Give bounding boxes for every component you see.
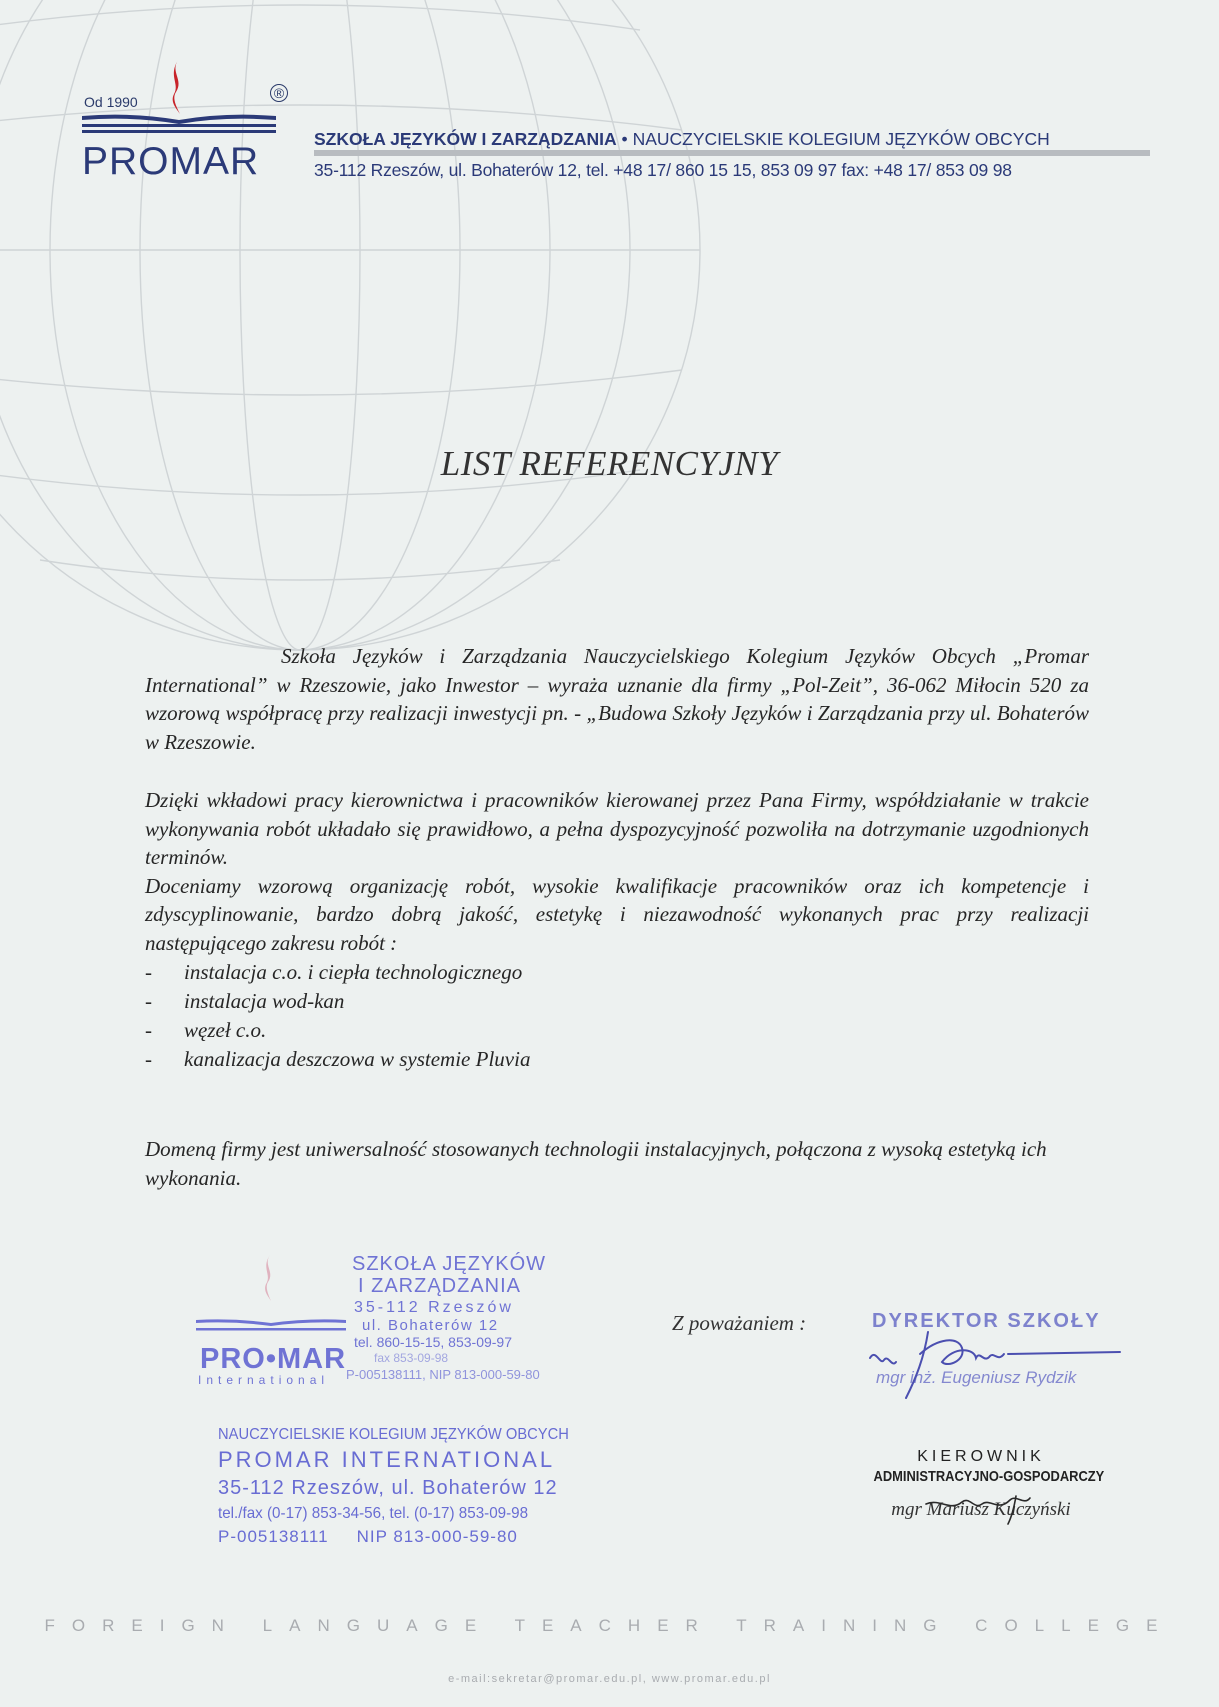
promar-logo bbox=[82, 58, 285, 188]
school-stamp bbox=[196, 1253, 566, 1387]
manager-department: ADMINISTRACYJNO-GOSPODARCZY bbox=[873, 1468, 1105, 1485]
list-item-text: instalacja c.o. i ciepła technologicznego bbox=[184, 960, 523, 984]
stamp-line: 35-112 Rzeszów, ul. Bohaterów 12 bbox=[218, 1477, 558, 1499]
closing-salutation: Z poważaniem : bbox=[672, 1311, 807, 1335]
stamp-line: tel. 860-15-15, 853-09-97 bbox=[354, 1334, 512, 1350]
list-dash: - bbox=[145, 1018, 152, 1042]
footer-tagline: FOREIGN LANGUAGE TEACHER TRAINING COLLEGE bbox=[44, 1616, 1175, 1635]
director-name: mgr inż. Eugeniusz Rydzik bbox=[876, 1368, 1077, 1387]
footer-contact: e-mail:sekretar@promar.edu.pl, www.promar.edu.pl bbox=[448, 1673, 771, 1685]
paragraph-closing: Domeną firmy jest uniwersalność stosowanych technologii instalacyjnych, połączona z wysoką estetyką ich wykonania. bbox=[145, 1137, 1047, 1190]
paragraph-cooperation bbox=[145, 786, 1089, 958]
header-address: 35-112 Rzeszów, ul. Bohaterów 12, tel. +48 17/ 860 15 15, 853 09 97 fax: +48 17/ 853 09 98 bbox=[314, 160, 1012, 180]
list-dash: - bbox=[145, 960, 152, 984]
manager-title: KIEROWNIK bbox=[917, 1448, 1045, 1465]
stamp-line: ul. Bohaterów 12 bbox=[362, 1317, 499, 1334]
list-dash: - bbox=[145, 1047, 152, 1071]
manager-name: mgr Mariusz Kuczyński bbox=[891, 1499, 1071, 1520]
stamp-international: International bbox=[198, 1373, 330, 1387]
stamp-line: I ZARZĄDZANIA bbox=[358, 1275, 522, 1297]
list-item-text: węzeł c.o. bbox=[184, 1018, 267, 1042]
list-item bbox=[145, 1045, 530, 1074]
stamp-line: P-005138111, NIP 813-000-59-80 bbox=[346, 1367, 540, 1382]
college-name: NAUCZYCIELSKIE KOLEGIUM JĘZYKÓW OBCYCH bbox=[632, 129, 1050, 149]
header-separator: • bbox=[621, 129, 628, 149]
stamp-ids bbox=[218, 1527, 598, 1547]
list-item-text: kanalizacja deszczowa w systemie Pluvia bbox=[184, 1047, 531, 1071]
list-item bbox=[145, 987, 530, 1016]
letter-title: LIST REFERENCYJNY bbox=[440, 444, 779, 483]
stamp-line: NAUCZYCIELSKIE KOLEGIUM JĘZYKÓW OBCYCH bbox=[218, 1426, 569, 1443]
director-signature-icon bbox=[858, 1318, 1138, 1404]
stamp-regon: P-005138111 bbox=[218, 1527, 329, 1546]
list-item-text: instalacja wod-kan bbox=[184, 989, 345, 1013]
stamp-line: 35-112 Rzeszów bbox=[354, 1299, 514, 1316]
stamp-line: PROMAR INTERNATIONAL bbox=[218, 1447, 556, 1472]
brand-name: PROMAR bbox=[82, 140, 260, 183]
stamp-line: tel./fax (0-17) 853-34-56, tel. (0-17) 853-09-98 bbox=[218, 1505, 529, 1522]
paragraph-intro bbox=[145, 642, 1089, 756]
since-label: Od 1990 bbox=[84, 94, 138, 110]
stamp-line: SZKOŁA JĘZYKÓW bbox=[352, 1253, 547, 1275]
stamp-flame-icon bbox=[260, 1253, 278, 1303]
college-stamp bbox=[218, 1426, 598, 1547]
school-header bbox=[314, 129, 1050, 150]
list-item bbox=[145, 958, 530, 987]
stamp-brand: PRO•MAR bbox=[200, 1343, 347, 1375]
list-item bbox=[145, 1016, 530, 1045]
paragraph-cooperation-text: Dzięki wkładowi pracy kierownictwa i pracowników kierowanej przez Pana Firmy, współdziałanie w trakcie wykonywania robót układało się prawidłowo, a pełna dyspozycyjność pozwoliła na dotrzymanie uzgodnionych terminów. bbox=[145, 788, 1089, 870]
registered-mark: ® bbox=[270, 84, 288, 102]
list-dash: - bbox=[145, 989, 152, 1013]
stamp-nip: NIP 813-000-59-80 bbox=[356, 1527, 518, 1546]
flame-icon bbox=[166, 58, 188, 116]
paragraph-intro-text: Szkoła Języków i Zarządzania Nauczycielskiego Kolegium Języków Obcych „Promar International” w Rzeszowie, jako Inwestor – wyraża uznanie dla firmy „Pol-Zeit”, 36-062 Miłocin 520 za wzorową współpracę przy realizacji inwestycji pn. - „Budowa Szkoły Języków i Zarządzania przy ul. Bohaterów w Rzeszowie. bbox=[145, 644, 1089, 754]
stamp-books-icon bbox=[196, 1319, 346, 1333]
manager-signature-icon bbox=[920, 1490, 1040, 1526]
scope-list bbox=[145, 958, 530, 1074]
director-title: DYREKTOR SZKOŁY bbox=[872, 1310, 1101, 1332]
stamp-line: fax 853-09-98 bbox=[374, 1351, 449, 1365]
books-icon bbox=[82, 114, 276, 136]
header-rule bbox=[314, 150, 1150, 156]
paragraph-appreciation-text: Doceniamy wzorową organizację robót, wysokie kwalifikacje pracowników oraz ich kompetencje i zdyscyplinowanie, bardzo dobrą jakość, estetykę i niezawodność wykonanych prac przy realizacji następującego zakresu robót : bbox=[145, 873, 1089, 955]
school-name: SZKOŁA JĘZYKÓW I ZARZĄDZANIA bbox=[314, 129, 617, 149]
